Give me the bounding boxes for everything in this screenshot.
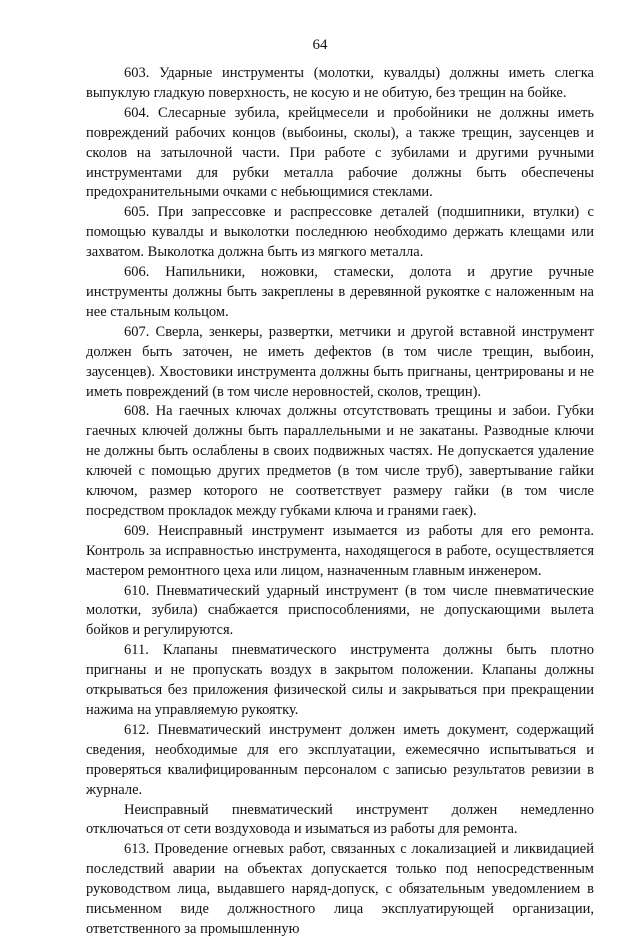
paragraph-606: 606. Напильники, ножовки, стамески, долота и другие ручные инструменты должны быть закреплены в деревянной рукоятке с наложенным на нее стальным кольцом. xyxy=(86,264,594,320)
page-number: 64 xyxy=(312,37,328,53)
paragraph-610: 610. Пневматический ударный инструмент (в том числе пневматические молотки, зубила) снабжается приспособлениями, не допускающими вылета бойков и регулируются. xyxy=(86,582,594,639)
paragraph-612: 612. Пневматический инструмент должен иметь документ, содержащий сведения, необходимые для его эксплуатации, ежемесячно испытываться и проверяться квалифицированным персоналом с записью результатов ревизии в журнале. xyxy=(86,721,594,798)
paragraph-608: 608. На гаечных ключах должны отсутствовать трещины и забои. Губки гаечных ключей должны быть параллельными и не закатаны. Разводные ключи не должны быть ослаблены в своих подвижных частях. Не допускается удаление ключей с помощью других предметов (в том числе труб), завертывание гайки ключом, размер которого не соответствует размеру гайки (в том числе посредством прокладок между губками ключа и гранями гаек). xyxy=(86,403,594,519)
paragraph-612-note: Неисправный пневматический инструмент должен немедленно отключаться от сети воздуховода и изыматься из работы для ремонта. xyxy=(86,801,594,838)
paragraph-611: 611. Клапаны пневматического инструмента должны быть плотно пригнаны и не пропускать воздух в закрытом положении. Клапаны должны открываться без приложения физической силы и закрываться при прекращении нажима на управляемую рукоятку. xyxy=(86,642,594,718)
document-body xyxy=(86,64,594,940)
paragraph-609: 609. Неисправный инструмент изымается из работы для его ремонта. Контроль за исправностью инструмента, находящегося в работе, осуществляется мастером ремонтного цеха или лицом, назначенным главным инженером. xyxy=(86,522,594,579)
paragraph-607: 607. Сверла, зенкеры, развертки, метчики и другой вставной инструмент должен быть заточен, не иметь дефектов (в том числе трещин, выбоин, заусенцев). Хвостовики инструмента должны быть пригнаны, центрированы и не иметь повреждений (в том числе неровностей, сколов, трещин). xyxy=(86,323,594,400)
paragraph-604: 604. Слесарные зубила, крейцмесели и пробойники не должны иметь повреждений рабочих концов (выбоины, сколы), а также трещин, заусенцев и сколов на затылочной части. При работе с зубилами и другими ручными инструментами для рубки металла рабочие должны быть обеспечены предохранительными очками с небьющимися стеклами. xyxy=(86,104,594,201)
paragraph-613: 613. Проведение огневых работ, связанных с локализацией и ликвидацией последствий аварии на объектах допускается только под непосредственным руководством лица, выдавшего наряд-допуск, с обязательным уведомлением в письменном виде должностного лица эксплуатирующей организации, ответственного за промышленную xyxy=(86,841,594,937)
paragraph-603: 603. Ударные инструменты (молотки, кувалды) должны иметь слегка выпуклую гладкую поверхность, не косую и не обитую, без трещин на бойке. xyxy=(86,65,594,101)
paragraph-605: 605. При запрессовке и распрессовке деталей (подшипники, втулки) с помощью кувалды и выколотки последнюю необходимо держать клещами или захватом. Выколотка должна быть из мягкого металла. xyxy=(86,204,594,261)
